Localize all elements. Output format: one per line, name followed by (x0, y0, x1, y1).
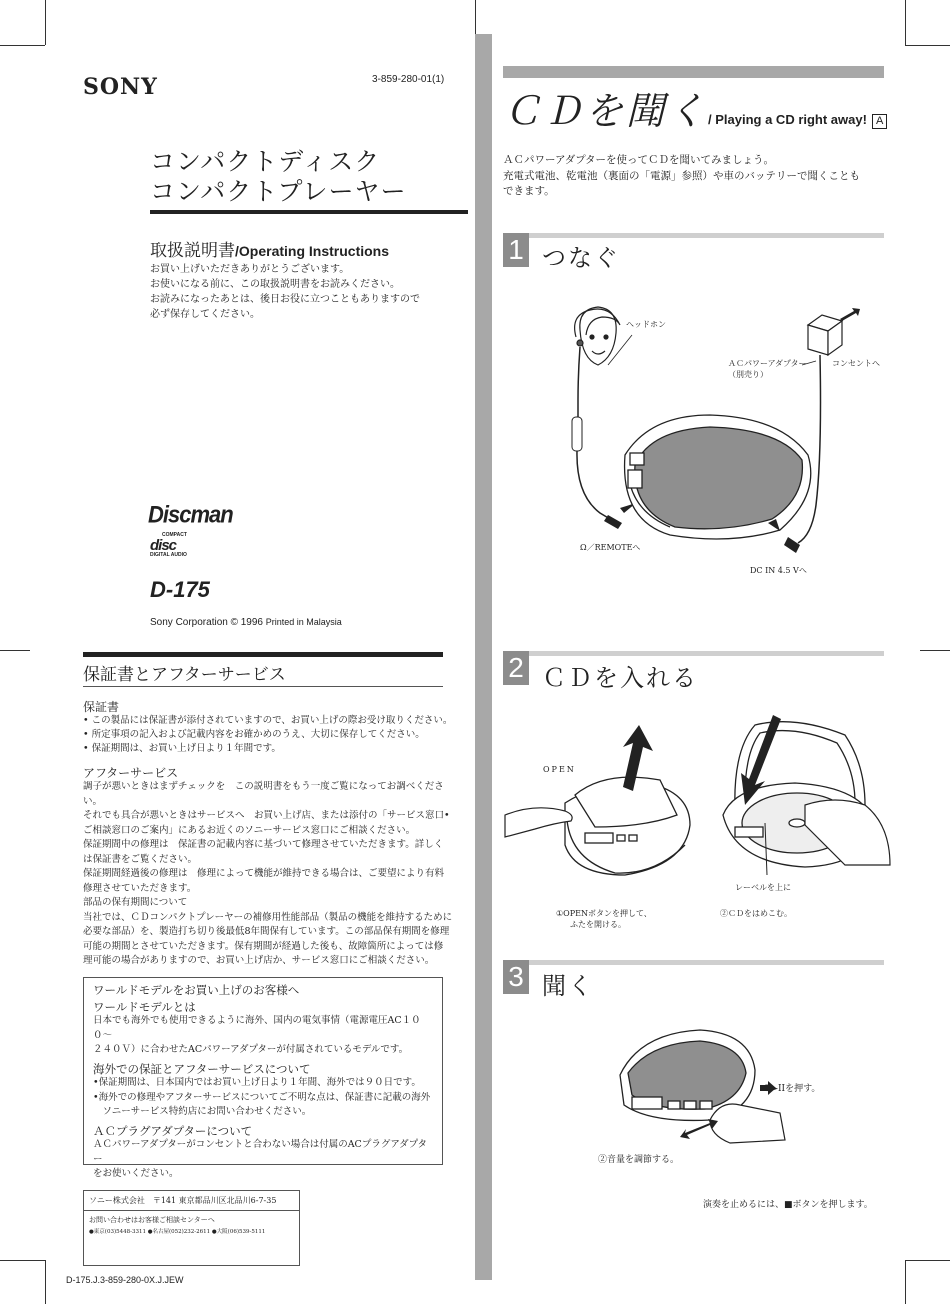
list-item: • 保証期間は、お買い上げ日より１年間です。 (83, 742, 453, 756)
warranty-subheading: 保証書 (83, 700, 120, 714)
crop-mark (0, 45, 45, 46)
crop-mark (0, 1260, 45, 1261)
body-line: 日本でも海外でも使用できるように海外、国内の電気事情（電源電圧AC１００〜 (93, 1015, 421, 1041)
crop-mark (475, 0, 476, 34)
caption-open-l2: ふたを開ける。 (570, 920, 626, 929)
discman-logo: Discman (148, 500, 233, 529)
section-top-bar (503, 66, 884, 78)
intro-text (150, 262, 420, 322)
body-line: ご相談窓口のご案内」にあるお近くのソニーサービス窓口にご相談ください。 (83, 824, 416, 836)
company-contact: お問い合わせはお客様ご相談センターへ (89, 1216, 215, 1224)
crop-mark (45, 1260, 46, 1304)
intro-line: お読みになったあとは、後日お役に立つこともありますので (150, 294, 420, 305)
label-adapter-sub: （別売り） (728, 370, 768, 379)
body-line: ２４０Ｖ）に合わせたACパワーアダプターが付属されているモデルです。 (93, 1044, 409, 1055)
body-line: 修理させていただきます。 (83, 882, 197, 894)
body-line: 調子が悪いときはまずチェックを この説明書をもう一度ご覧になってお調べくださ (83, 781, 444, 792)
label-open: OPEN (543, 765, 576, 774)
label-outlet: コンセントへ (832, 359, 880, 368)
insert-cd-illustration (715, 715, 890, 890)
label-headphones: ヘッドホン (626, 320, 666, 329)
body-line: 保証期間中の修理は 保証書の記載内容に基づいて修理させていただきます。詳しく (83, 839, 444, 850)
product-title-line2: コンパクトプレーヤー (150, 177, 407, 206)
section-badge: A (872, 114, 887, 129)
manual-title-en: /Operating Instructions (235, 243, 390, 259)
body-line: •保証期間は、日本国内ではお買い上げ日より１年間、海外では９０日です。 (93, 1077, 421, 1088)
headphone-cord (578, 347, 580, 417)
caption-volume: ②音量を調節する。 (598, 1155, 680, 1165)
label-remote: Ω／REMOTEへ (580, 543, 641, 552)
brand-logo: SONY (83, 74, 158, 100)
label-adapter (728, 358, 806, 380)
intro-line: 充電式電池、乾電池（裏面の「電源」参照）や車のバッテリーで聞くことも (503, 169, 860, 182)
label-adapter-name: ＡＣパワーアダプター (728, 359, 807, 368)
list-item: • 所定事項の記入および記載内容をお確かめのうえ、大切に保存してください。 (83, 728, 453, 742)
caption-open (556, 908, 652, 930)
step-number: 1 (503, 233, 529, 267)
printed-in: Printed in Malaysia (265, 617, 342, 627)
step-bar (503, 960, 884, 965)
world-heading: ワールドモデルをお買い上げのお客様へ (93, 983, 300, 997)
body-line: をお使いください。 (93, 1168, 179, 1179)
manual-title-ja: 取扱説明書 (150, 241, 235, 261)
cd-logo-top: COMPACT (162, 532, 187, 538)
body-line: 保証期間経過後の修理は 修理によって機能が維持できる場合は、ご要望により有料 (83, 868, 445, 879)
intro-line: 必ず保存してください。 (150, 309, 260, 320)
listen-illustration (610, 1025, 785, 1145)
crop-mark (45, 0, 46, 45)
company-address: ソニー株式会社 〒141 東京都品川区北品川6-7-35 (84, 1191, 299, 1211)
section-title-ja: ＣＤを聞く (503, 89, 709, 133)
warranty-rule (83, 652, 443, 657)
section-intro (503, 153, 888, 200)
crop-mark (905, 1260, 906, 1304)
cd-logo-bottom: DIGITAL AUDIO (150, 552, 187, 558)
list-item: • この製品には保証書が添付されていますので、お買い上げの際お受け取りください。 (83, 714, 453, 728)
cd-logo (150, 533, 190, 558)
ac-adapter (808, 315, 842, 355)
body-line: •海外での修理やアフターサービスについてご不明な点は、保証書に記載の海外 (93, 1091, 431, 1103)
world-subheading: ＡＣプラグアダプターについて (93, 1123, 253, 1138)
manual-title (150, 236, 389, 261)
open-lid-illustration (505, 725, 705, 890)
step-title: ＣＤを入れる (542, 664, 698, 692)
step-bar (503, 651, 884, 656)
listener-head (575, 307, 620, 365)
caption-play: ①►IIを押す。 (763, 1084, 821, 1094)
aftersales-subheading: アフターサービス (83, 766, 179, 780)
body-line: それでも具合が悪いときはサービスへ お買い上げ店、または添付の「サービス窓口• (83, 810, 450, 821)
crop-mark (905, 45, 950, 46)
company-phones: ●東京(03)5448-3311 ●名古屋(052)232-2611 ●大阪(06)539-5111 (89, 1229, 266, 1235)
crop-mark (905, 1260, 950, 1261)
cd-logo-disc: disc (150, 537, 177, 554)
step-number: 2 (503, 651, 529, 685)
hand (505, 808, 572, 837)
remote-control (572, 417, 582, 451)
intro-line: お買い上げいただきありがとうございます。 (150, 264, 350, 275)
world-subheading: 海外での保証とアフターサービスについて (93, 1061, 311, 1076)
step-title: 聞く (542, 972, 594, 1000)
footer-filename: D-175.J.3-859-280-0X.J.JEW (66, 1275, 184, 1285)
body-line: 理可能の場合がありますので、お買い上げ店か、サービス窓口にご相談ください。 (83, 955, 435, 966)
step-title: つなぐ (542, 244, 620, 272)
warranty-sub-rule (83, 686, 443, 687)
body-line: 部品の保有期間について (83, 897, 188, 908)
crop-mark (0, 650, 30, 651)
company-box (83, 1190, 300, 1266)
body-line: 当社では、ＣＤコンパクトプレーヤーの補修用性能部品（製品の機能を維持するために (83, 911, 453, 923)
label-label-up: レーベルを上に (735, 883, 791, 892)
crop-mark (920, 650, 950, 651)
intro-line: お使いになる前に、この取扱説明書をお読みください。 (150, 279, 400, 290)
section-title (503, 80, 887, 135)
copyright: Sony Corporation © 1996 (150, 617, 263, 628)
crop-mark (905, 0, 906, 45)
intro-line: できます。 (503, 185, 555, 197)
caption-open-l1: ①OPENボタンを押して、 (556, 909, 652, 918)
body-line: ソニーサービス特約店にお問い合わせください。 (93, 1106, 312, 1117)
copyright-line (150, 617, 342, 628)
aftersales-body (83, 780, 453, 969)
body-line: い。 (83, 795, 103, 807)
part-number: 3-859-280-01(1) (372, 74, 445, 85)
model-number: D-175 (150, 577, 210, 602)
connect-illustration (540, 305, 890, 570)
intro-line: ＡＣパワーアダプターを使ってＣＤを聞いてみましょう。 (503, 154, 775, 166)
title-rule (150, 210, 468, 214)
body-line: ＡＣパワーアダプターがコンセントと合わない場合は付属のACプラグアダプター (93, 1139, 427, 1165)
warranty-title: 保証書とアフターサービス (83, 665, 286, 685)
label-dc-in: DC IN 4.5 Vへ (750, 566, 807, 575)
warranty-bullets (83, 714, 453, 756)
product-title-line1: コンパクトディスク (150, 147, 381, 176)
page-gutter (475, 34, 492, 1280)
body-line: 可能の期間とさせていただきます。保有期間が経過した後も、故障箇所によっては修 (83, 940, 444, 952)
body-line: は保証書をご覧ください。 (83, 853, 198, 865)
hand (710, 1104, 785, 1143)
caption-insert: ②ＣＤをはめこむ。 (720, 909, 792, 918)
step-number: 3 (503, 960, 529, 994)
world-subheading: ワールドモデルとは (93, 999, 196, 1014)
stop-note: 演奏を止めるには、■ボタンを押します。 (703, 1200, 873, 1210)
section-title-en: / Playing a CD right away! (708, 112, 867, 127)
body-line: 必要な部品）を、製造打ち切り後最低8年間保有しています。この部品保有期間を修理 (83, 926, 450, 937)
world-model-box (83, 977, 443, 1179)
cd-player (625, 415, 811, 539)
